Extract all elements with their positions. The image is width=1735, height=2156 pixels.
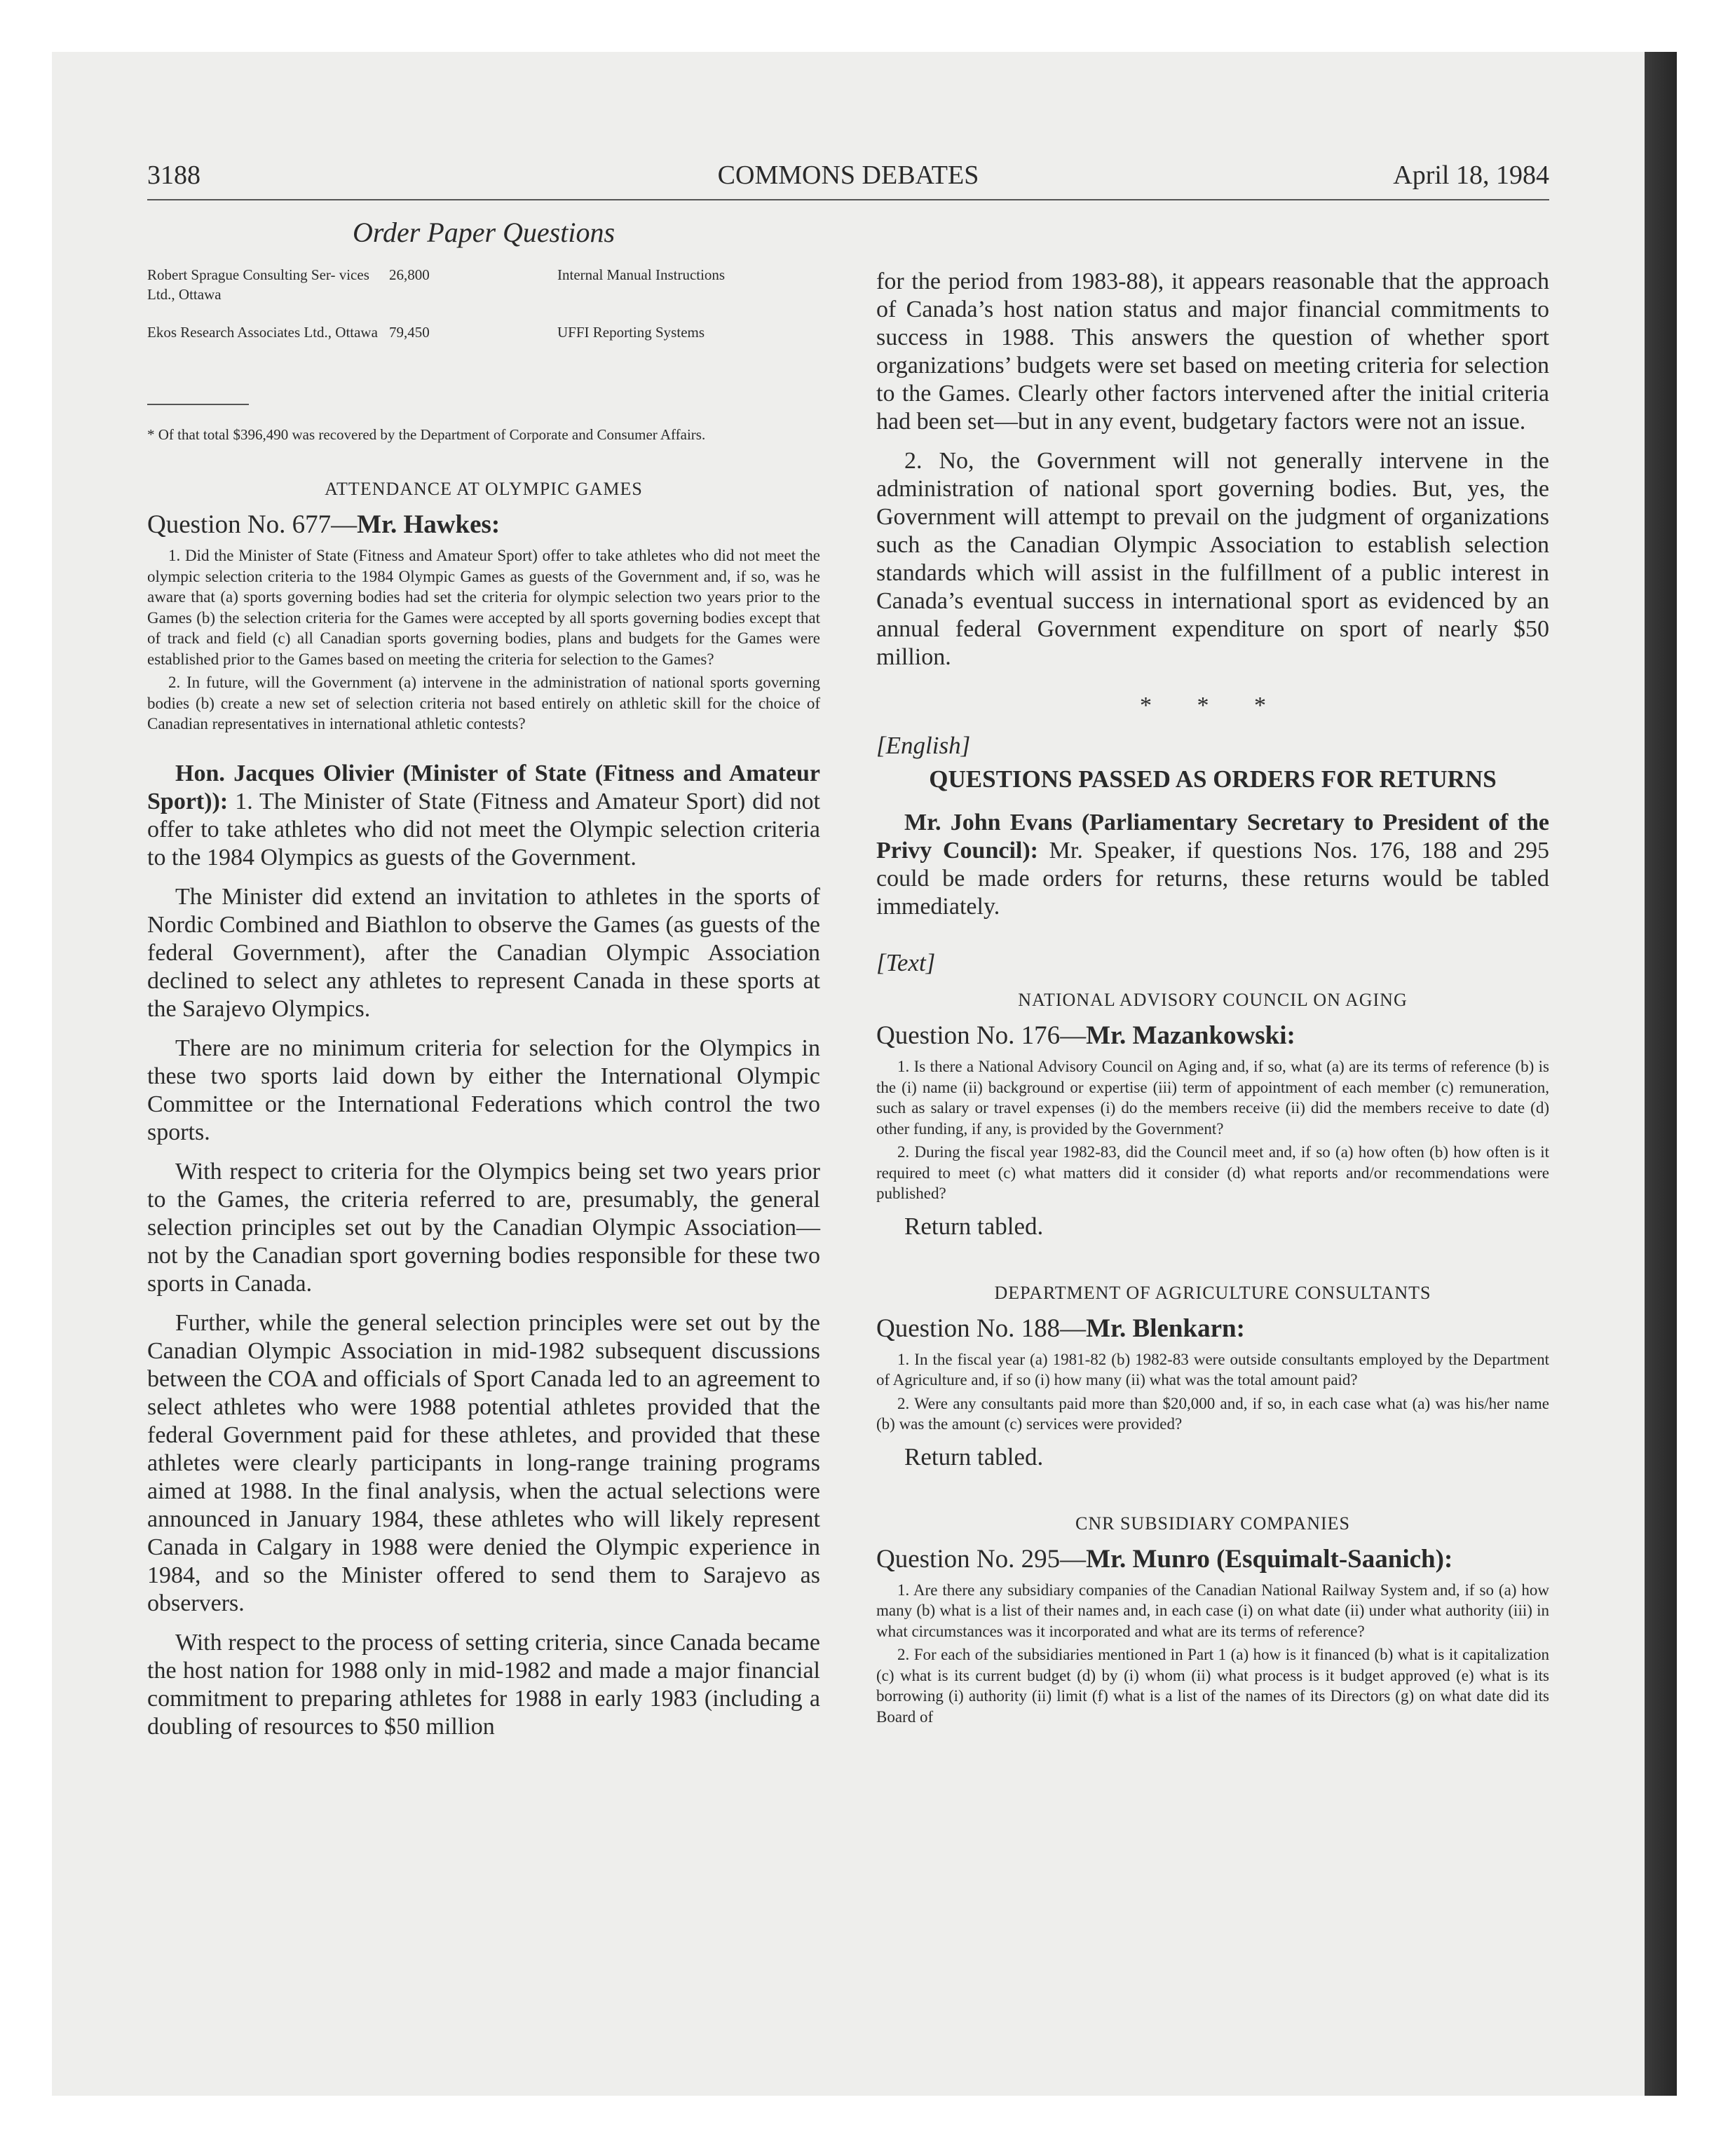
answer-paragraph: There are no minimum criteria for selection for the Olympics in these two sports laid down by either the International Olympic Committee or the International Federations which control the two sports. [147, 1035, 820, 1145]
consultant-amount: 26,800 [389, 266, 430, 283]
consultant-amount: 79,450 [389, 324, 430, 341]
consultant-name: Ekos Research Associates Ltd., Ottawa [147, 324, 378, 341]
header-rule [147, 199, 1549, 200]
journal-title: COMMONS DEBATES [717, 161, 979, 190]
answer-paragraph: The Minister did extend an invitation to athletes in the sports of Nordic Combined and Biathlon to observe the Games (as guests of the federal Government), after the Canadian Olympic Association declined to select any athletes to represent Canada in these sports at the Sarajevo Olympics. [147, 883, 820, 1022]
question-heading: ATTENDANCE AT OLYMPIC GAMES [325, 479, 643, 499]
return-tabled: Return tabled. [904, 1212, 1044, 1240]
question-line: Question No. 176—Mr. Mazankowski: [876, 1021, 1295, 1050]
question-heading: NATIONAL ADVISORY COUNCIL ON AGING [1018, 990, 1408, 1010]
consultants-table [147, 265, 820, 380]
consultant-description: Internal Manual Instructions [557, 266, 726, 283]
member-name: Mr. Mazankowski: [1086, 1021, 1295, 1050]
question-line: Question No. 677—Mr. Hawkes: [147, 510, 501, 539]
section-label: Order Paper Questions [352, 217, 615, 248]
answer-paragraph: 2. No, the Government will not generally intervene in the administration of national sport governing bodies. But, yes, the Government will attempt to prevail on the judgment of organizations such as the Canadian Olympic Association to establish selection standards which will assist in the fulfillment of a public interest in Canada’s eventual success in international sport as evidenced by an annual federal Government expenditure on sport of nearly $50 million. [876, 448, 1549, 670]
table-row [147, 265, 820, 322]
right-column [876, 265, 1549, 1730]
consultant-name: Robert Sprague Consulting Ser- vices Ltd., Ottawa [147, 266, 369, 303]
answer-paragraph: Further, while the general selection principles were set out by the Canadian Olympic Association in mid-1982 subsequent discussions between the COA and officials of Sport Canada led to an agreement to select athletes who were 1988 potential athletes provided that the federal Government paid for these athletes, and provided that these athletes were clearly participants in long-range training programs aimed at 1988. In the final analysis, when the actual selections were announced in January 1984, these athletes who will likely represent Canada in Calgary in 1988 were denied the Olympic experience in 1984, and so the Minister offered to send them to Sarajevo as observers. [147, 1309, 820, 1616]
section-divider-stars: * * * [1140, 692, 1286, 718]
question-paragraph: 1. In the fiscal year (a) 1981-82 (b) 1982-83 were outside consultants employed by the Department of Agriculture and, if so (i) how many (ii) what was the total amount paid? [876, 1350, 1549, 1389]
text-tag: [Text] [876, 949, 936, 976]
returns-heading: QUESTIONS PASSED AS ORDERS FOR RETURNS [929, 765, 1497, 793]
running-header [147, 160, 1549, 196]
question-paragraph: 1. Did the Minister of State (Fitness and Amateur Sport) offer to take athletes who did not meet the olympic selection criteria to the 1984 Olympic Games as guests of the Government and, if so, was he aware that (a) sports governing bodies had set the criteria for olympic selection two years prior to the Games (b) the selection criteria for the Games were accepted by all sports governing bodies except that of track and field (c) all Canadian sports governing bodies, plans and budgets for the Games were established prior to the Games based on meeting the criteria for selection to the Games? [147, 547, 820, 668]
consultant-description: UFFI Reporting Systems [557, 324, 705, 341]
answer-paragraph: Hon. Jacques Olivier (Minister of State (Fitness and Amateur Sport)): 1. The Minister of State (Fitness and Amateur Sport) did not offer to take athletes who did not meet the Olympic selection criteria to the 1984 Olympics as guests of the Government. [147, 760, 820, 871]
question-heading: DEPARTMENT OF AGRICULTURE CONSULTANTS [994, 1282, 1431, 1303]
issue-date: April 18, 1984 [1393, 161, 1549, 190]
member-name: Mr. Munro (Esquimalt-Saanich): [1086, 1544, 1453, 1574]
language-tag: [English] [876, 732, 971, 759]
return-tabled: Return tabled. [904, 1442, 1044, 1471]
question-paragraph: 1. Are there any subsidiary companies of the Canadian National Railway System and, if so (a) how many (b) what is a list of their names and, in each case (i) on what date (ii) under what authority (iii) in what circumstances was it incorporated and what are its terms of reference? [876, 1581, 1549, 1640]
page-number: 3188 [147, 161, 200, 190]
question-paragraph: 2. Were any consultants paid more than $20,000 and, if so, in each case what (a) was his/her name (b) was the amount (c) services were provided? [876, 1394, 1549, 1433]
book-spine-shadow [1645, 52, 1677, 2096]
answer-paragraph: With respect to criteria for the Olympics being set two years prior to the Games, the criteria referred to are, presumably, the general selection principles set out by the Canadian Olympic Association—not by the Canadian sport governing bodies responsible for these two sports in Canada. [147, 1158, 820, 1297]
question-paragraph: 2. In future, will the Government (a) intervene in the administration of national sports governing bodies (b) create a new set of selection criteria not based entirely on athletic skill for the choice of Canadian representatives in international athletic contests? [147, 674, 820, 732]
table-footnote: * Of that total $396,490 was recovered by the Department of Corporate and Consumer Affairs. [147, 426, 706, 443]
left-column [147, 265, 820, 1752]
answer-paragraph: for the period from 1983-88), it appears reasonable that the approach of Canada’s host nation status and major financial commitments to success in 1988. This answers the question of whether sport organizations’ budgets were set based on meeting criteria for selection to the Games. Clearly other factors intervened after the initial criteria had been set—but in any event, budgetary factors were not an issue. [876, 268, 1549, 435]
question-paragraph: 2. During the fiscal year 1982-83, did the Council meet and, if so (a) how often (b) how often is it required to meet (c) what matters did it consider (d) what reports and/or recommendations were published? [876, 1143, 1549, 1202]
question-paragraph: 2. For each of the subsidiaries mentioned in Part 1 (a) how is it financed (b) what is it capitalization (c) what is its current budget (d) by (i) whom (ii) what process is it budget approved (e) what is its borrowing (i) authority (ii) limit (f) what is a list of the names of its Directors (g) on what date did its Board of [876, 1646, 1549, 1726]
returns-paragraph: Mr. John Evans (Parliamentary Secretary to President of the Privy Council): Mr. Speaker, if questions Nos. 176, 188 and 295 could be made orders for returns, these returns would be tabled immediately. [876, 810, 1549, 920]
answer-speaker: Hon. Jacques Olivier (Minister of State (Fitness and Amateur Sport)): [147, 760, 820, 814]
member-name: Mr. Blenkarn: [1086, 1314, 1245, 1343]
footnote-rule [147, 404, 249, 405]
answer-paragraph: With respect to the process of setting criteria, since Canada became the host nation for 1988 only in mid-1982 and made a major financial commitment to preparing athletes for 1988 in early 1983 (including a doubling of resources to $50 million [147, 1629, 820, 1740]
table-row [147, 322, 820, 380]
question-line: Question No. 188—Mr. Blenkarn: [876, 1314, 1245, 1343]
question-heading: CNR SUBSIDIARY COMPANIES [1075, 1513, 1350, 1534]
question-paragraph: 1. Is there a National Advisory Council on Aging and, if so, what (a) are its terms of reference (b) is the (i) name (ii) background or expertise (iii) term of appointment of each member (c) remuneration, such as salary or travel expenses (i) do the members receive (ii) did the members receive to date (d) other funding, if any, is provided by the Government? [876, 1058, 1549, 1138]
member-name: Mr. Hawkes: [357, 510, 501, 539]
returns-speaker: Mr. John Evans (Parliamentary Secretary to President of the Privy Council): [876, 810, 1549, 864]
question-line: Question No. 295—Mr. Munro (Esquimalt-Saanich): [876, 1544, 1453, 1574]
